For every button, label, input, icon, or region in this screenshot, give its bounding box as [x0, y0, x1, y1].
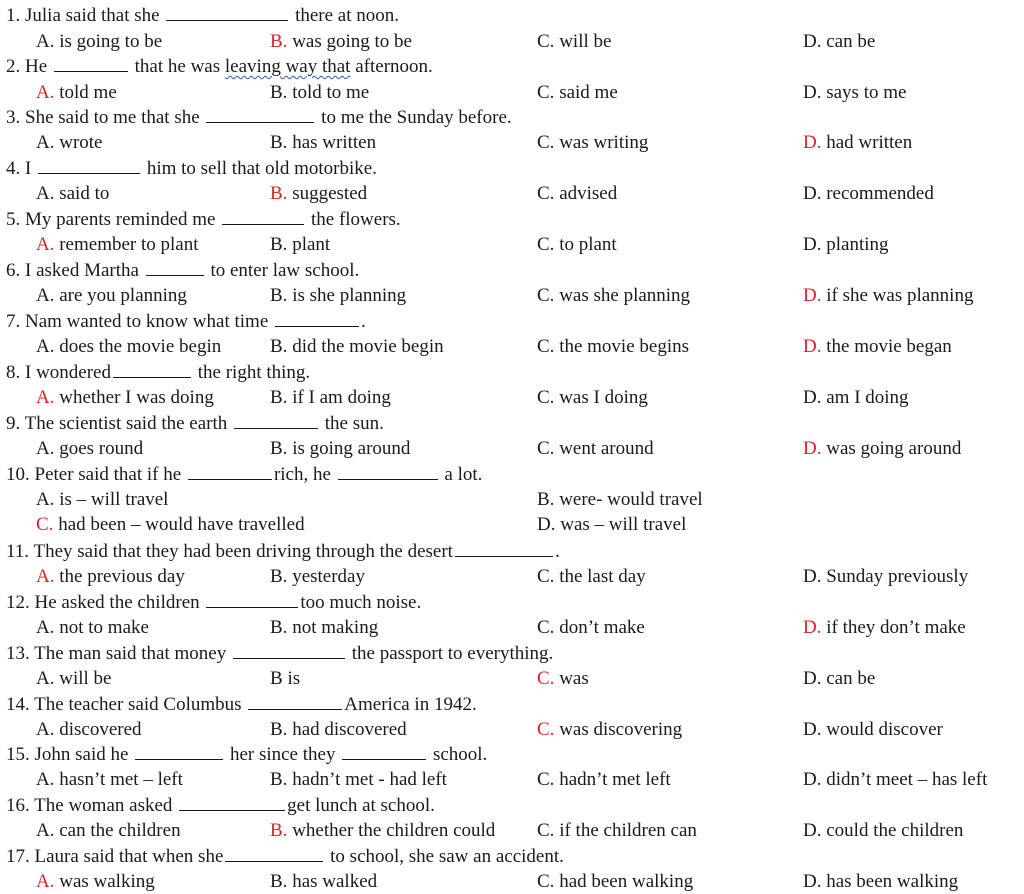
option-c: C. the last day	[537, 566, 646, 587]
option-d: D. am I doing	[803, 387, 909, 408]
answer-blank	[455, 540, 553, 557]
question-7: 7. Nam wanted to know what time .	[6, 311, 366, 332]
option-b: B. is she planning	[270, 285, 407, 306]
option-c: C. the movie begins	[537, 336, 689, 357]
answer-blank	[179, 794, 285, 811]
option-c: C. had been walking	[537, 871, 694, 892]
option-d: D. didn’t meet – has left	[803, 769, 988, 790]
option-c: C. hadn’t met left	[537, 769, 671, 790]
option-b: B. yesterday	[270, 566, 365, 587]
question-8: 8. I wondered the right thing.	[6, 362, 311, 383]
answer-blank	[222, 208, 304, 225]
answer-blank	[342, 743, 426, 760]
option-d: D. recommended	[803, 183, 934, 204]
answer-blank	[338, 463, 438, 480]
option-d: D. could the children	[803, 820, 964, 841]
option-a: A. are you planning	[36, 285, 187, 306]
question-14: 14. The teacher said Columbus America in 1942.	[6, 694, 477, 715]
option-c: C. was I doing	[537, 387, 648, 408]
question-17: 17. Laura said that when she to school, she saw an accident.	[6, 846, 564, 867]
option-a: A. can the children	[36, 820, 181, 841]
option-a: A. wrote	[36, 132, 103, 153]
option-d: D. was – will travel	[537, 514, 687, 535]
option-a: A. remember to plant	[36, 234, 199, 255]
answer-blank	[38, 157, 140, 174]
option-c: C. was discovering	[537, 719, 683, 740]
option-c: C. if the children can	[537, 820, 697, 841]
answer-blank	[234, 412, 318, 429]
answer-blank	[225, 845, 323, 862]
option-b: B is	[270, 668, 301, 689]
question-16: 16. The woman asked get lunch at school.	[6, 795, 435, 816]
option-a: A. was walking	[36, 871, 155, 892]
option-b: B. were- would travel	[537, 489, 703, 510]
option-c: C. advised	[537, 183, 618, 204]
option-b: B. has walked	[270, 871, 378, 892]
question-15: 15. John said he her since they school.	[6, 744, 488, 765]
option-a: A. is going to be	[36, 31, 163, 52]
option-a: A. does the movie begin	[36, 336, 222, 357]
question-4: 4. I him to sell that old motorbike.	[6, 158, 377, 179]
option-c: C. said me	[537, 82, 618, 103]
option-c: C. had been – would have travelled	[36, 514, 305, 535]
question-9: 9. The scientist said the earth the sun.	[6, 413, 384, 434]
option-b: B. has written	[270, 132, 377, 153]
answer-blank	[248, 693, 342, 710]
question-6: 6. I asked Martha to enter law school.	[6, 260, 360, 281]
option-d: D. Sunday previously	[803, 566, 969, 587]
option-c: C. was	[537, 668, 589, 689]
option-a: A. told me	[36, 82, 117, 103]
option-a: A. not to make	[36, 617, 149, 638]
option-b: B. plant	[270, 234, 331, 255]
answer-blank	[166, 4, 288, 21]
option-b: B. suggested	[270, 183, 368, 204]
option-d: D. was going around	[803, 438, 962, 459]
answer-blank	[275, 310, 359, 327]
option-b: B. told to me	[270, 82, 370, 103]
answer-blank	[188, 463, 272, 480]
option-a: A. discovered	[36, 719, 142, 740]
question-11: 11. They said that they had been driving through the desert .	[6, 541, 560, 562]
option-c: C. will be	[537, 31, 612, 52]
option-a: A. is – will travel	[36, 489, 169, 510]
option-d: D. if they don’t make	[803, 617, 966, 638]
option-d: D. had written	[803, 132, 913, 153]
option-b: B. did the movie begin	[270, 336, 444, 357]
option-a: A. goes round	[36, 438, 144, 459]
option-d: D. if she was planning	[803, 285, 974, 306]
option-b: B. whether the children could	[270, 820, 496, 841]
question-10: 10. Peter said that if he rich, he a lot.	[6, 464, 483, 485]
option-d: D. can be	[803, 668, 876, 689]
option-b: B. is going around	[270, 438, 411, 459]
question-12: 12. He asked the children too much noise.	[6, 592, 422, 613]
answer-blank	[113, 361, 191, 378]
option-b: B. hadn’t met - had left	[270, 769, 447, 790]
answer-blank	[233, 642, 345, 659]
question-13: 13. The man said that money the passport to everything.	[6, 643, 554, 664]
question-3: 3. She said to me that she to me the Sunday before.	[6, 107, 512, 128]
option-a: A. hasn’t met – left	[36, 769, 183, 790]
option-d: D. the movie began	[803, 336, 952, 357]
option-d: D. says to me	[803, 82, 907, 103]
answer-blank	[135, 743, 223, 760]
option-b: B. if I am doing	[270, 387, 391, 408]
option-c: C. was writing	[537, 132, 649, 153]
option-c: C. was she planning	[537, 285, 691, 306]
option-d: D. planting	[803, 234, 889, 255]
option-b: B. had discovered	[270, 719, 407, 740]
option-a: A. said to	[36, 183, 110, 204]
answer-blank	[206, 106, 314, 123]
option-b: B. was going to be	[270, 31, 412, 52]
question-1: 1. Julia said that she there at noon.	[6, 5, 399, 26]
option-d: D. can be	[803, 31, 876, 52]
answer-blank	[146, 259, 204, 276]
option-a: A. whether I was doing	[36, 387, 214, 408]
question-5: 5. My parents reminded me the flowers.	[6, 209, 401, 230]
option-d: D. would discover	[803, 719, 943, 740]
option-a: A. will be	[36, 668, 112, 689]
option-b: B. not making	[270, 617, 379, 638]
option-a: A. the previous day	[36, 566, 185, 587]
answer-blank	[54, 55, 128, 72]
option-c: C. to plant	[537, 234, 617, 255]
answer-blank	[206, 591, 298, 608]
option-d: D. has been walking	[803, 871, 959, 892]
question-2: 2. He that he was leaving way that afternoon.	[6, 56, 433, 77]
option-c: C. went around	[537, 438, 654, 459]
option-c: C. don’t make	[537, 617, 645, 638]
